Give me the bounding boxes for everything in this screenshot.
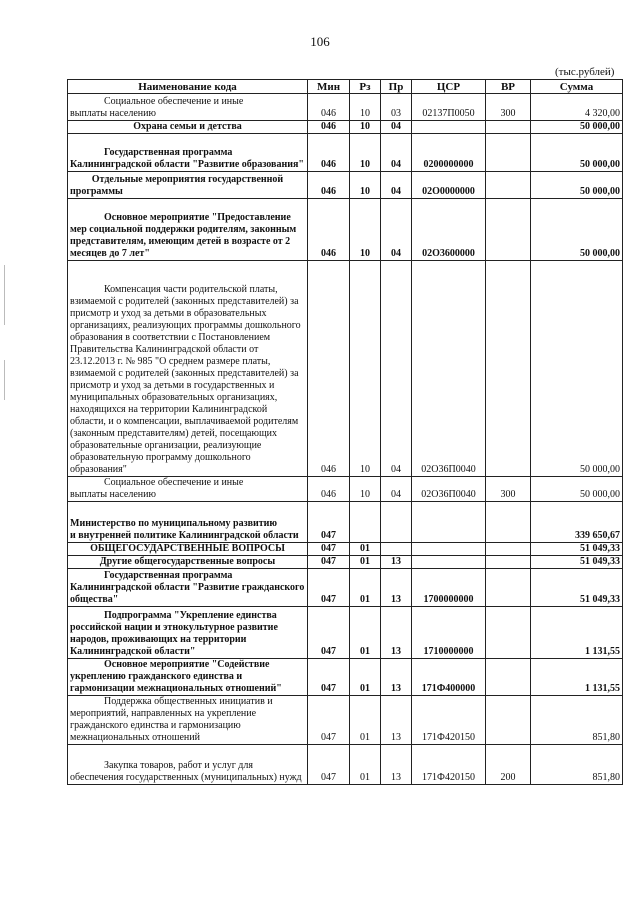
cell-min: 046 — [308, 261, 350, 477]
header-rz: Рз — [350, 80, 381, 94]
cell-name-first-line: Компенсация части родительской платы, — [104, 284, 278, 295]
cell-sum: 1 131,55 — [531, 607, 623, 659]
header-min: Мин — [308, 80, 350, 94]
table-row — [68, 261, 623, 477]
cell-name-rest: Калининградской области "Развитие гражданского общества" — [70, 582, 305, 605]
table-row — [68, 659, 623, 696]
cell-vr — [486, 696, 531, 745]
cell-name-first-line: ОБЩЕГОСУДАРСТВЕННЫЕ ВОПРОСЫ — [90, 543, 285, 554]
cell-sum: 50 000,00 — [531, 134, 623, 172]
cell-name — [68, 745, 308, 785]
cell-name-first-line: Отдельные мероприятия государственной — [91, 174, 284, 185]
cell-name — [68, 172, 308, 199]
cell-vr: 200 — [486, 745, 531, 785]
cell-name-rest: обеспечения государственных (муниципальных) нужд — [70, 772, 302, 783]
cell-min: 046 — [308, 477, 350, 502]
cell-pr: 13 — [381, 745, 412, 785]
table-row — [68, 607, 623, 659]
cell-rz: 01 — [350, 659, 381, 696]
cell-name-first-line: Государственная программа — [104, 147, 233, 158]
cell-csr: 1700000000 — [412, 569, 486, 607]
cell-sum: 851,80 — [531, 745, 623, 785]
cell-name — [68, 199, 308, 261]
cell-vr: 300 — [486, 477, 531, 502]
cell-min: 046 — [308, 172, 350, 199]
cell-min: 047 — [308, 543, 350, 556]
cell-sum: 51 049,33 — [531, 556, 623, 569]
cell-min: 047 — [308, 659, 350, 696]
cell-name-rest: российской нации и этнокультурное развитие народов, проживающих на территории Калининградской области" — [70, 622, 278, 657]
cell-min: 047 — [308, 569, 350, 607]
cell-name — [68, 569, 308, 607]
cell-csr: 1710000000 — [412, 607, 486, 659]
cell-rz: 01 — [350, 556, 381, 569]
cell-name-rest: мер социальной поддержки родителям, законным представителям, имеющим детей в возрасте от 2 месяцев до 7 лет" — [70, 224, 297, 259]
cell-min: 047 — [308, 502, 350, 543]
cell-min: 046 — [308, 134, 350, 172]
cell-min: 047 — [308, 607, 350, 659]
cell-sum: 50 000,00 — [531, 121, 623, 134]
cell-pr: 03 — [381, 94, 412, 121]
cell-vr — [486, 607, 531, 659]
cell-name — [68, 477, 308, 502]
cell-min: 047 — [308, 745, 350, 785]
cell-rz: 10 — [350, 199, 381, 261]
cell-name — [68, 121, 308, 134]
cell-name-rest: мероприятий, направленных на укрепление гражданского единства и гармонизацию межнациональных отношений — [70, 708, 257, 743]
cell-name — [68, 134, 308, 172]
cell-name-first-line: Основное мероприятие "Предоставление — [104, 212, 291, 223]
cell-pr: 04 — [381, 261, 412, 477]
cell-name — [68, 261, 308, 477]
cell-csr — [412, 543, 486, 556]
margin-mark — [4, 265, 5, 325]
cell-pr: 13 — [381, 556, 412, 569]
cell-name-rest: и внутренней политике Калининградской области — [70, 530, 299, 541]
cell-name-first-line: Социальное обеспечение и иные — [104, 96, 244, 107]
cell-rz: 10 — [350, 261, 381, 477]
cell-csr — [412, 502, 486, 543]
cell-csr: 02О0000000 — [412, 172, 486, 199]
table-row — [68, 745, 623, 785]
cell-name — [68, 659, 308, 696]
cell-min: 047 — [308, 556, 350, 569]
cell-pr: 04 — [381, 121, 412, 134]
cell-min: 046 — [308, 94, 350, 121]
cell-name-first-line: Поддержка общественных инициатив и — [104, 696, 273, 707]
table-row — [68, 477, 623, 502]
cell-rz: 01 — [350, 745, 381, 785]
cell-pr: 04 — [381, 134, 412, 172]
cell-csr: 0200000000 — [412, 134, 486, 172]
cell-vr — [486, 199, 531, 261]
cell-csr — [412, 121, 486, 134]
cell-name — [68, 696, 308, 745]
cell-pr: 04 — [381, 199, 412, 261]
header-csr: ЦСР — [412, 80, 486, 94]
cell-pr: 13 — [381, 569, 412, 607]
cell-rz: 01 — [350, 607, 381, 659]
cell-csr: 02О36П0040 — [412, 477, 486, 502]
cell-sum: 4 320,00 — [531, 94, 623, 121]
cell-vr — [486, 172, 531, 199]
header-name: Наименование кода — [68, 80, 308, 94]
cell-sum: 851,80 — [531, 696, 623, 745]
cell-name-first-line: Социальное обеспечение и иные — [104, 477, 244, 488]
cell-name-rest: выплаты населению — [70, 108, 156, 119]
cell-name-first-line: Министерство по муниципальному развитию — [70, 518, 278, 529]
units-label: (тыс.рублей) — [555, 66, 615, 78]
cell-csr: 171Ф420150 — [412, 696, 486, 745]
page-number: 106 — [310, 34, 330, 49]
cell-name-rest: Калининградской области "Развитие образования" — [70, 159, 304, 170]
cell-sum: 50 000,00 — [531, 261, 623, 477]
cell-rz: 10 — [350, 121, 381, 134]
cell-vr — [486, 502, 531, 543]
header-pr: Пр — [381, 80, 412, 94]
cell-pr: 04 — [381, 172, 412, 199]
cell-vr — [486, 134, 531, 172]
cell-vr — [486, 659, 531, 696]
cell-vr — [486, 543, 531, 556]
table-row — [68, 556, 623, 569]
budget-table — [67, 79, 623, 785]
cell-name — [68, 543, 308, 556]
margin-mark — [4, 360, 5, 400]
cell-csr: 02О36П0040 — [412, 261, 486, 477]
cell-rz: 01 — [350, 569, 381, 607]
cell-sum: 1 131,55 — [531, 659, 623, 696]
table-row — [68, 134, 623, 172]
cell-name-first-line: Подпрограмма "Укрепление единства — [104, 610, 277, 621]
cell-pr — [381, 543, 412, 556]
cell-pr: 13 — [381, 659, 412, 696]
table-row — [68, 569, 623, 607]
header-vr: ВР — [486, 80, 531, 94]
cell-name-rest: взимаемой с родителей (законных представителей) за присмотр и уход за детьми в образовательных организациях, реализующих программы дошкольного образования в соответствии с Постановлением Правительства Калининградской области от 23.12.2013 г. № 985 "О среднем размере платы, взимаемой с родителей (законных представителей) за присмотр и уход за детьми в государственных и муниципальных образовательных организациях, находящихся на территории Калининградской области, и о компенсации, выплачиваемой родителям (законным представителям) детей, посещающих образовательные организации, реализующие образовательную программу дошкольного образования" — [70, 296, 301, 475]
cell-rz: 10 — [350, 134, 381, 172]
cell-rz — [350, 502, 381, 543]
cell-csr: 171Ф420150 — [412, 745, 486, 785]
cell-name-rest: укреплению гражданского единства и гармонизации межнациональных отношений" — [70, 671, 282, 694]
cell-vr — [486, 121, 531, 134]
cell-name-first-line: Другие общегосударственные вопросы — [99, 556, 276, 567]
cell-rz: 01 — [350, 543, 381, 556]
cell-rz: 10 — [350, 94, 381, 121]
cell-sum: 51 049,33 — [531, 543, 623, 556]
cell-rz: 10 — [350, 477, 381, 502]
cell-sum: 50 000,00 — [531, 477, 623, 502]
table-header-row — [68, 80, 623, 94]
cell-csr: 02137П0050 — [412, 94, 486, 121]
table-row — [68, 121, 623, 134]
cell-pr — [381, 502, 412, 543]
cell-csr: 171Ф400000 — [412, 659, 486, 696]
cell-pr: 04 — [381, 477, 412, 502]
table-row — [68, 543, 623, 556]
cell-rz: 10 — [350, 172, 381, 199]
cell-name-rest: выплаты населению — [70, 489, 156, 500]
cell-sum: 339 650,67 — [531, 502, 623, 543]
cell-min: 046 — [308, 199, 350, 261]
cell-sum: 51 049,33 — [531, 569, 623, 607]
cell-name-first-line: Основное мероприятие "Содействие — [104, 659, 270, 670]
cell-sum: 50 000,00 — [531, 199, 623, 261]
cell-name — [68, 607, 308, 659]
cell-name-first-line: Охрана семьи и детства — [133, 121, 242, 132]
cell-name-first-line: Государственная программа — [104, 570, 233, 581]
cell-sum: 50 000,00 — [531, 172, 623, 199]
table-row — [68, 199, 623, 261]
cell-vr: 300 — [486, 94, 531, 121]
cell-name — [68, 556, 308, 569]
table-row — [68, 172, 623, 199]
cell-csr — [412, 556, 486, 569]
cell-min: 047 — [308, 696, 350, 745]
cell-min: 046 — [308, 121, 350, 134]
cell-vr — [486, 556, 531, 569]
cell-pr: 13 — [381, 696, 412, 745]
cell-name-first-line: Закупка товаров, работ и услуг для — [104, 760, 253, 771]
table-row — [68, 94, 623, 121]
cell-name-rest: программы — [70, 186, 123, 197]
cell-pr: 13 — [381, 607, 412, 659]
cell-vr — [486, 261, 531, 477]
cell-name — [68, 94, 308, 121]
table-row — [68, 696, 623, 745]
cell-rz: 01 — [350, 696, 381, 745]
header-sum: Сумма — [531, 80, 623, 94]
cell-vr — [486, 569, 531, 607]
cell-csr: 02О3600000 — [412, 199, 486, 261]
table-row — [68, 502, 623, 543]
cell-name — [68, 502, 308, 543]
